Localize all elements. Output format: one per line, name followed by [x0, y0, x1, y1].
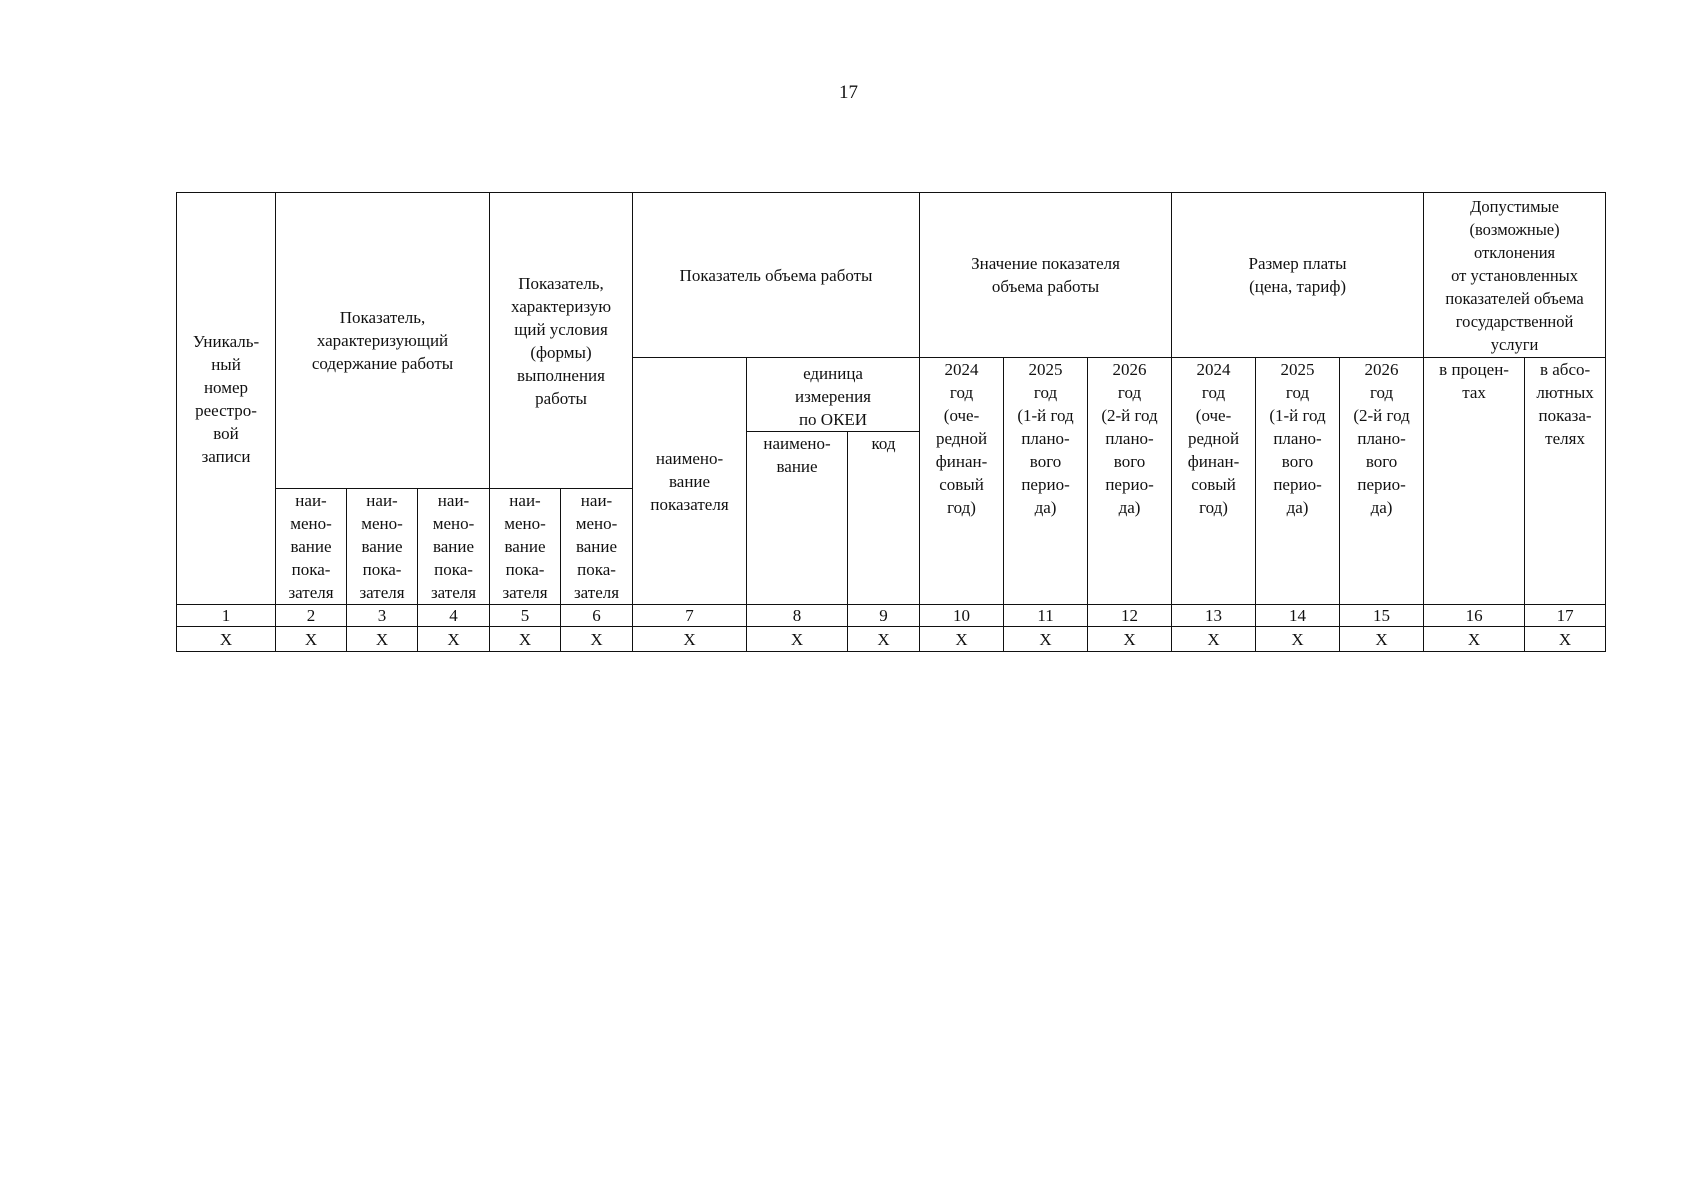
header-year-2025-value: 2025 год (1-й год плано- вого перио- да)	[1004, 358, 1088, 605]
header-conditions-name-2: наи- мено- вание пока- зателя	[561, 489, 633, 605]
column-number: 17	[1525, 605, 1606, 627]
header-year-2025-fee: 2025 год (1-й год плано- вого перио- да)	[1256, 358, 1340, 605]
header-year-2026-value: 2026 год (2-й год плано- вого перио- да)	[1088, 358, 1172, 605]
header-volume-value: Значение показателя объема работы	[920, 193, 1172, 358]
column-number: 9	[848, 605, 920, 627]
table-cell: Х	[1004, 627, 1088, 652]
column-number: 8	[747, 605, 848, 627]
header-unique-number: Уникаль- ный номер реестро- вой записи	[177, 193, 276, 605]
column-number: 4	[418, 605, 490, 627]
header-deviations: Допустимые (возможные) отклонения от установленных показателей объема государственной услуги	[1424, 193, 1606, 358]
table-cell: Х	[561, 627, 633, 652]
header-okei-name: наимено- вание	[747, 432, 848, 605]
table-cell: Х	[633, 627, 747, 652]
header-conditions-indicator: Показатель, характеризую щий условия (формы) выполнения работы	[490, 193, 633, 489]
header-content-name-2: наи- мено- вание пока- зателя	[347, 489, 418, 605]
header-fee: Размер платы (цена, тариф)	[1172, 193, 1424, 358]
column-number: 16	[1424, 605, 1525, 627]
header-year-2026-fee: 2026 год (2-й год плано- вого перио- да)	[1340, 358, 1424, 605]
column-number: 3	[347, 605, 418, 627]
column-number: 13	[1172, 605, 1256, 627]
header-conditions-name-1: наи- мено- вание пока- зателя	[490, 489, 561, 605]
header-volume-indicator: Показатель объема работы	[633, 193, 920, 358]
column-number: 6	[561, 605, 633, 627]
work-volume-table	[176, 192, 1606, 652]
header-year-2024-fee: 2024 год (оче- редной финан- совый год)	[1172, 358, 1256, 605]
column-number-row	[177, 605, 1606, 627]
table-cell: Х	[1088, 627, 1172, 652]
table-cell: Х	[1256, 627, 1340, 652]
table-cell: Х	[920, 627, 1004, 652]
table-cell: Х	[747, 627, 848, 652]
column-number: 10	[920, 605, 1004, 627]
header-content-indicator: Показатель, характеризующий содержание работы	[276, 193, 490, 489]
header-indicator-name: наимено- вание показателя	[633, 358, 747, 605]
header-row-1	[177, 193, 1606, 358]
table-cell: Х	[490, 627, 561, 652]
column-number: 5	[490, 605, 561, 627]
header-okei-code: код	[848, 432, 920, 605]
column-number: 2	[276, 605, 347, 627]
header-content-name-1: наи- мено- вание пока- зателя	[276, 489, 347, 605]
table-cell: Х	[276, 627, 347, 652]
column-number: 7	[633, 605, 747, 627]
column-number: 15	[1340, 605, 1424, 627]
header-year-2024-value: 2024 год (оче- редной финан- совый год)	[920, 358, 1004, 605]
table-cell: Х	[177, 627, 276, 652]
table-cell: Х	[848, 627, 920, 652]
table-cell: Х	[418, 627, 490, 652]
table-cell: Х	[347, 627, 418, 652]
column-number: 1	[177, 605, 276, 627]
table-row	[177, 627, 1606, 652]
column-number: 11	[1004, 605, 1088, 627]
table-cell: Х	[1340, 627, 1424, 652]
column-number: 14	[1256, 605, 1340, 627]
table-cell: Х	[1172, 627, 1256, 652]
header-in-absolute: в абсо- лютных показа- телях	[1525, 358, 1606, 605]
header-in-percent: в процен- тах	[1424, 358, 1525, 605]
table-cell: Х	[1525, 627, 1606, 652]
page-number: 17	[839, 82, 858, 103]
header-content-name-3: наи- мено- вание пока- зателя	[418, 489, 490, 605]
table-cell: Х	[1424, 627, 1525, 652]
header-okei-unit: единица измерения по ОКЕИ	[747, 358, 920, 432]
column-number: 12	[1088, 605, 1172, 627]
